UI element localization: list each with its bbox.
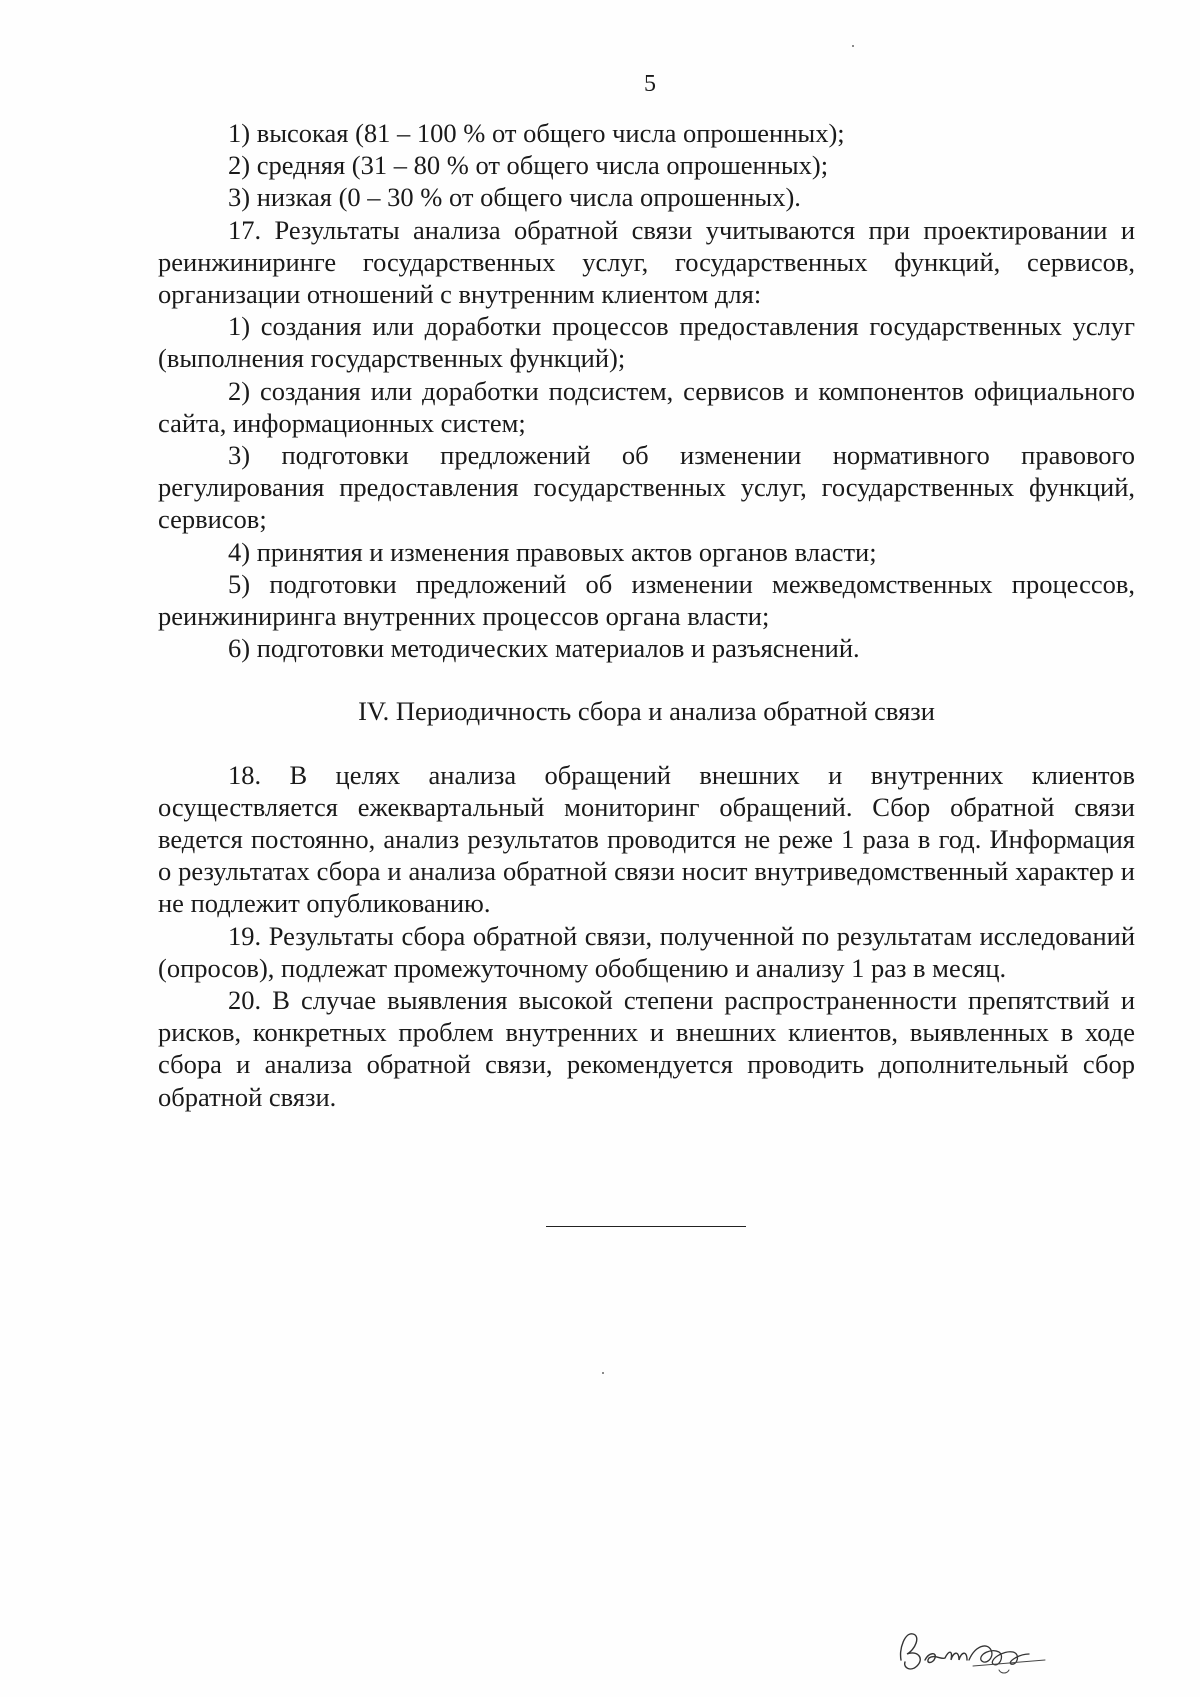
paragraph-17-item-5: 5) подготовки предложений об изменении межведомственных процессов, реинжиниринга внутренних процессов органа власти; (158, 568, 1135, 632)
paragraph-17-item-4: 4) принятия и изменения правовых актов органов власти; (228, 536, 877, 567)
scan-speck (852, 45, 854, 47)
list-item-medium: 2) средняя (31 – 80 % от общего числа опрошенных); (228, 150, 829, 181)
scan-speck (602, 1372, 604, 1374)
list-item-high: 1) высокая (81 – 100 % от общего числа опрошенных); (228, 118, 845, 148)
paragraph-20: 20. В случае выявления высокой степени распространенности препятствий и рисков, конкретных проблем внутренних и внешних клиентов, выявленных в ходе сбора и анализа обратной связи, рекомендуется проводить дополнительный сбор обратной связи. (158, 985, 1135, 1112)
paragraph-19: 19. Результаты сбора обратной связи, полученной по результатам исследований (опросов), подлежат промежуточному обобщению и анализу 1 раз в месяц. (158, 920, 1135, 983)
paragraph-17-item-6: 6) подготовки методических материалов и разъяснений. (228, 633, 860, 664)
paragraph-17-item-1: 1) создания или доработки процессов предоставления государственных услуг (выполнения государственных функций); (158, 311, 1135, 374)
paragraph-18: 18. В целях анализа обращений внешних и внутренних клиентов осуществляется ежеквартальный мониторинг обращений. Сбор обратной связи ведется постоянно, анализ результатов проводится не реже 1 раза в год. Информация о результатах сбора и анализа обратной связи носит внутриведомственный характер и не подлежит опубликованию. (158, 759, 1135, 919)
paragraph-17-item-3: 3) подготовки предложений об изменении нормативного правового регулирования предоставления государственных услуг, государственных функций, сервисов; (158, 440, 1135, 535)
document-body (158, 117, 1135, 1113)
handwritten-signature (895, 1620, 1055, 1680)
paragraph-17-item-2: 2) создания или доработки подсистем, сервисов и компонентов официального сайта, информационных систем; (158, 375, 1135, 438)
page-number: 5 (644, 71, 656, 97)
list-item-low: 3) низкая (0 – 30 % от общего числа опрошенных). (228, 182, 801, 213)
paragraph-17: 17. Результаты анализа обратной связи учитываются при проектировании и реинжиниринге государственных услуг, государственных функций, сервисов, организации отношений с внутренним клиентом для: (158, 214, 1135, 310)
section-heading: IV. Периодичность сбора и анализа обратной связи (358, 696, 935, 727)
end-separator-line (546, 1226, 746, 1227)
